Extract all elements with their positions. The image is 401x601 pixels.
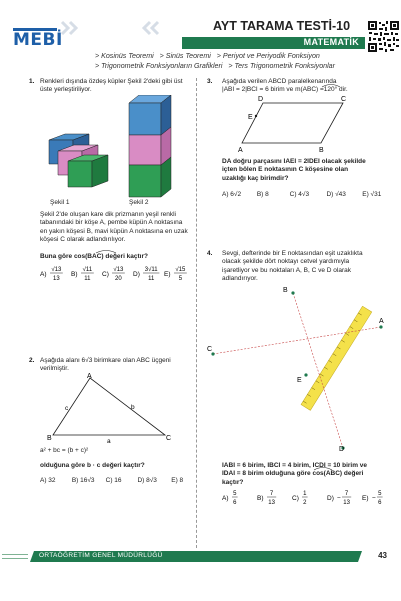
arc-symbol [94, 249, 118, 254]
q1-question: Buna göre cos(BAC) değeri kaçtır? [40, 253, 148, 260]
q3-label-A: A [238, 147, 243, 154]
q4-intro: Sevgi, defterinde bir E noktasından eşit uzaklıkta olacak şekilde dört noktayı cetvel yardımıyla işaretliyor ve bu noktaları A, B, C ve D olarak adlandırıyor. [222, 250, 363, 282]
q2-question: olduğuna göre b · c değeri kaçtır? [40, 462, 145, 469]
footer [0, 551, 401, 562]
option-b[interactable] [71, 266, 94, 282]
q4-label-C: C [207, 346, 213, 353]
q2-label-B: B [47, 435, 52, 442]
option-c[interactable] [292, 491, 308, 506]
svg-text:D): D) [133, 271, 140, 278]
svg-text:13: 13 [268, 500, 275, 506]
fig2-label: Şekil 2 [129, 199, 149, 206]
svg-text:B): B) [257, 495, 264, 502]
q3-label-B: B [319, 147, 324, 154]
option-c[interactable] [102, 266, 125, 282]
option-b[interactable]: B) 16√3 [71, 477, 95, 484]
qr-code-icon[interactable] [367, 20, 400, 53]
ruler [301, 306, 372, 410]
svg-text:A): A) [40, 271, 47, 278]
mebi-logo: MEBİ [13, 30, 63, 50]
q3-intro: Aşağıda verilen ABCD paralelkenarında |ABI = 2|BCI = 6 birim ve m(ABC) =120° dir. [222, 78, 348, 94]
svg-text:E): E) [362, 495, 369, 502]
option-c[interactable]: C) 16 [105, 477, 122, 484]
svg-text:−: − [337, 495, 341, 502]
q2-label-C: C [166, 435, 172, 442]
subject-label: MATEMATİK [303, 37, 359, 47]
q3-options[interactable] [222, 191, 392, 198]
option-c[interactable]: C) 4√3 [289, 191, 310, 198]
option-b[interactable] [257, 491, 276, 506]
option-d[interactable]: D) 8√3 [137, 477, 157, 484]
svg-text:B): B) [71, 271, 78, 278]
svg-text:C): C) [102, 271, 109, 278]
svg-text:1: 1 [303, 491, 307, 497]
option-d[interactable] [133, 266, 159, 282]
subject-bar [182, 37, 365, 49]
topic-item: > Trigonometrik Fonksiyonların Grafikleri [95, 62, 223, 70]
svg-text:2: 2 [303, 500, 307, 506]
option-b[interactable]: B) 8 [256, 191, 269, 198]
q4-label-B: B [283, 287, 288, 294]
page-number: 43 [378, 551, 387, 560]
option-e[interactable] [164, 266, 187, 282]
option-d[interactable]: D) √43 [326, 191, 346, 198]
svg-text:E): E) [164, 271, 171, 278]
q4-options[interactable] [218, 486, 396, 510]
q3-label-E: E [248, 114, 253, 121]
svg-text:5: 5 [378, 491, 382, 497]
q4-ruler-figure [205, 283, 395, 455]
q4-number: 4. [207, 250, 213, 257]
topic-item: > Periyot ve Periyodik Fonksiyon [216, 52, 320, 60]
q1-options[interactable] [36, 262, 196, 286]
option-a[interactable] [222, 491, 238, 506]
option-a[interactable]: A) 6√2 [222, 191, 242, 198]
q2-number: 2. [29, 357, 35, 364]
svg-text:C): C) [292, 495, 299, 502]
fig1-green-cube [68, 155, 108, 187]
svg-text:√13: √13 [51, 267, 62, 273]
svg-text:3√11: 3√11 [144, 267, 158, 273]
topic-item: > Kosinüs Teoremi [95, 52, 154, 60]
svg-text:13: 13 [343, 500, 350, 506]
q3-parallelogram [230, 94, 365, 156]
option-d[interactable] [327, 491, 351, 506]
q4-question: IABI = 6 birim, IBCI = 4 birim, ICDI = 10 birim ve IDAI = 8 birim olduğuna göre cos(ABC) değeri kaçtır? [222, 462, 368, 486]
q4-label-E: E [297, 377, 302, 384]
q1-body: Şekil 2'de oluşan kare dik prizmanın yeşil renkli tabanındaki bir köşe A, pembe küpün A noktasına en yakın köşesi B, mavi küpün A noktasına en uzak köşesi C olarak adlandırılıyor. [40, 211, 188, 243]
svg-text:11: 11 [148, 276, 155, 282]
svg-text:A): A) [222, 495, 229, 502]
fig1-label: Şekil 1 [50, 199, 70, 206]
q2-triangle [45, 372, 175, 444]
option-a[interactable] [40, 266, 63, 282]
topic-list [95, 51, 365, 71]
test-title-banner [125, 20, 367, 36]
q1-intro: Renkleri dışında özdeş küpler Şekil 2'deki gibi üst üste yerleştiriliyor. [40, 78, 183, 94]
column-divider [196, 78, 198, 548]
test-title: AYT TARAMA TESTİ-10 [213, 19, 351, 33]
option-e[interactable]: E) 8 [171, 477, 184, 484]
arc-symbol [320, 83, 342, 88]
svg-text:7: 7 [269, 491, 274, 497]
option-e[interactable] [362, 491, 383, 506]
arc-symbol [312, 466, 334, 471]
svg-text:6: 6 [233, 500, 237, 506]
q3-question: DA doğru parçasını IAEI = 2IDEI olacak şekilde içten bölen E noktasının C köşesine olan uzaklığı kaç birimdir? [222, 158, 366, 182]
svg-text:13: 13 [53, 276, 60, 282]
q1-number: 1. [29, 78, 35, 85]
q3-label-C: C [341, 96, 347, 103]
option-e[interactable]: E) √31 [362, 191, 382, 198]
q2-label-b: b [131, 404, 135, 411]
svg-text:5: 5 [178, 276, 183, 282]
svg-text:√11: √11 [82, 267, 93, 273]
q4-label-A: A [379, 318, 384, 325]
q2-intro: Aşağıda alanı 6√3 birimkare olan ABC üçgeni verilmiştir. [40, 357, 171, 373]
q4-label-D: D [339, 446, 345, 453]
svg-text:6: 6 [378, 500, 382, 506]
topic-item: > Ters Trigonometrik Fonksiyonlar [228, 62, 335, 70]
svg-text:11: 11 [84, 276, 91, 282]
q2-equation: a² + bc = (b + c)² [40, 447, 89, 454]
footer-org: ORTAÖĞRETİM GENEL MÜDÜRLÜĞÜ [39, 552, 163, 559]
svg-text:20: 20 [115, 276, 122, 282]
fig2-blue-cube [129, 95, 171, 135]
q1-cube-figures [38, 95, 193, 210]
option-a[interactable]: A) 32 [40, 477, 56, 484]
svg-text:√15: √15 [175, 267, 186, 273]
q3-label-D: D [258, 96, 264, 103]
topic-item: > Sinüs Teoremi [159, 52, 211, 60]
q2-options[interactable] [40, 477, 195, 484]
q3-number: 3. [207, 78, 213, 85]
q2-label-A: A [87, 373, 92, 380]
q2-label-a: a [107, 438, 111, 444]
q2-label-c: c [65, 405, 69, 412]
svg-text:5: 5 [233, 491, 237, 497]
svg-text:−: − [372, 495, 376, 502]
svg-text:D): D) [327, 495, 334, 502]
svg-text:√13: √13 [113, 267, 124, 273]
svg-text:7: 7 [344, 491, 349, 497]
